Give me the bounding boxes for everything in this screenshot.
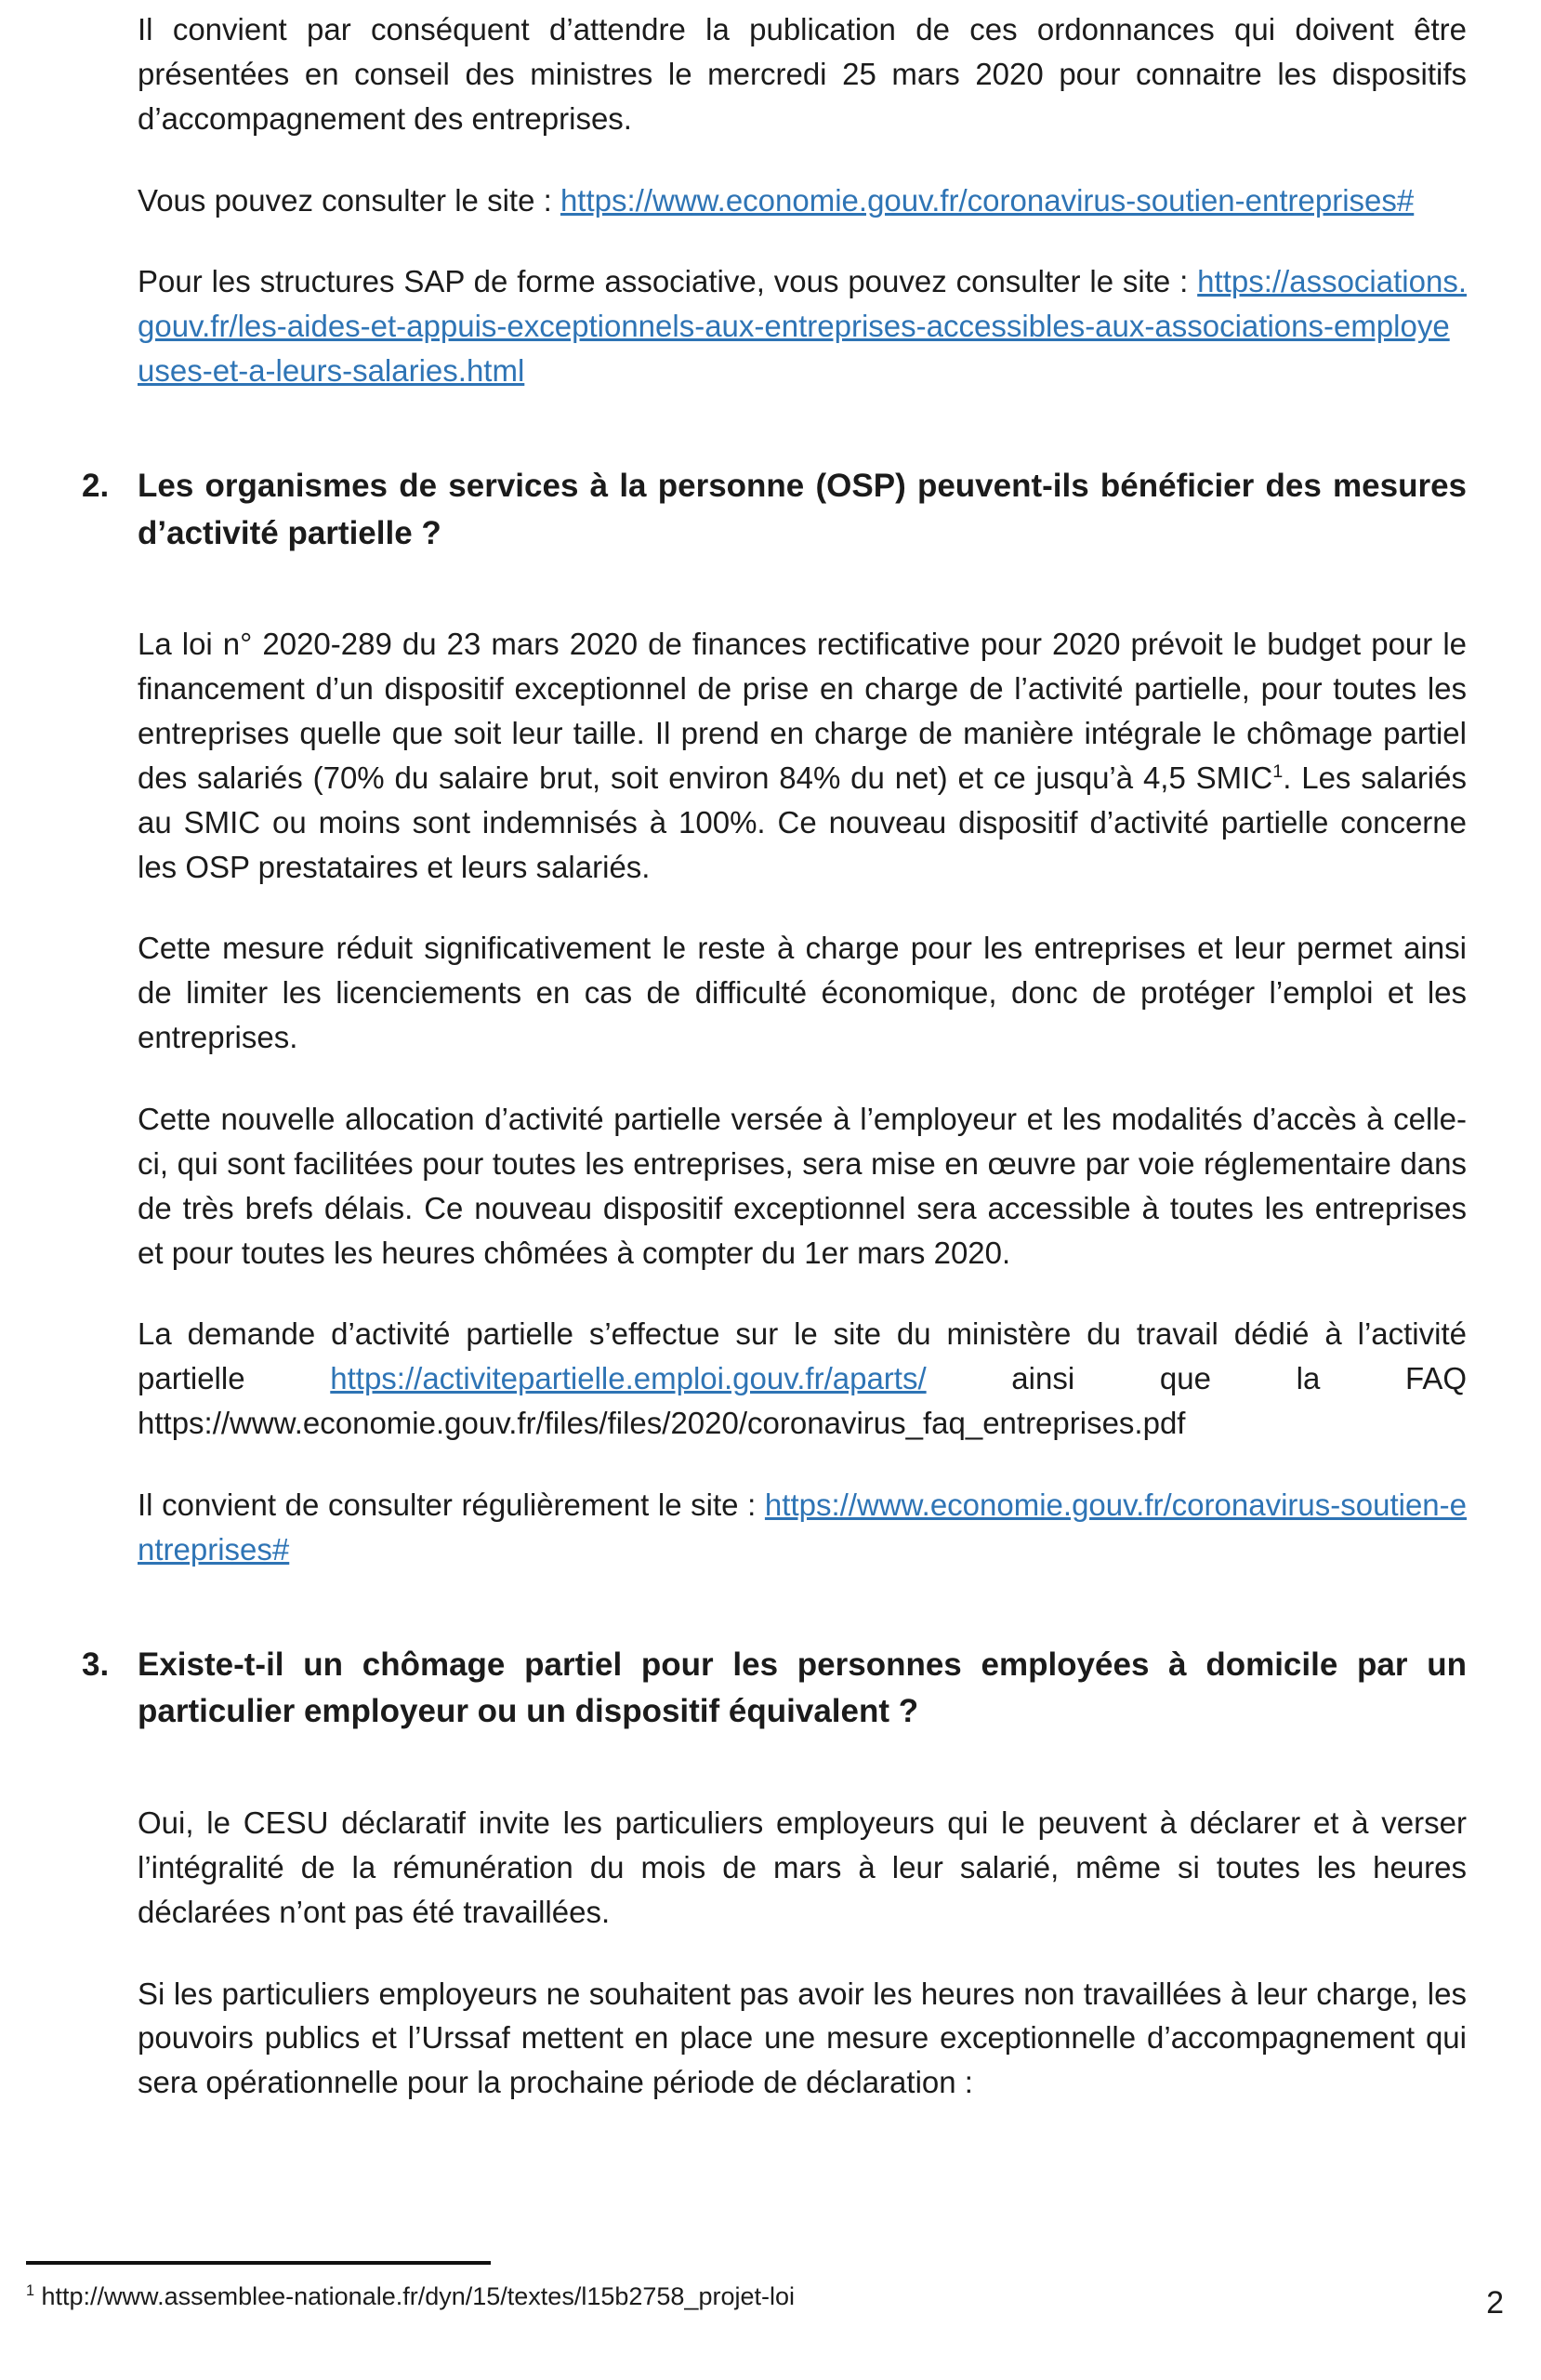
paragraph — [138, 1483, 1467, 1572]
text-run: Pour les structures SAP de forme associative, vous pouvez consulter le site : — [138, 264, 1198, 299]
text-run: La loi n° 2020-289 du 23 mars 2020 de finances rectificative pour 2020 prévoit le budget pour le financement d’un dispositif exceptionnel de prise en charge de l’activité partielle, pour toutes les entreprises quelle que soit leur taille. Il prend en charge de manière intégrale le chômage partiel des salariés (70% du salaire brut, soit environ 84% du net) et ce jusqu’à 4,5 SMIC — [138, 627, 1467, 795]
text-run: Si les particuliers employeurs ne souhaitent pas avoir les heures non travaillées à leur charge, les pouvoirs publics et l’Urssaf mettent en place une mesure exceptionnelle d’accompagnement qui sera opérationnelle pour la prochaine période de déclaration : — [138, 1976, 1467, 2100]
hyperlink[interactable]: https://activitepartielle.emploi.gouv.fr/aparts/ — [330, 1361, 927, 1396]
heading-text: Les organismes de services à la personne (OSP) peuvent-ils bénéficier des mesures d’activité partielle ? — [138, 467, 1467, 551]
hyperlink[interactable]: https://www.economie.gouv.fr/coronavirus-soutien-entreprises# — [560, 182, 1415, 218]
text-run: Il convient de consulter régulièrement le site : — [138, 1487, 765, 1522]
heading-number: 3. — [82, 1646, 110, 1683]
footnote-separator-rule — [26, 2261, 491, 2265]
section-heading — [82, 463, 1467, 558]
text-run: ainsi que la FAQ https://www.economie.gouv.fr/files/files/2020/coronavirus_faq_entreprises.pdf — [138, 1361, 1468, 1441]
heading-text: Existe-t-il un chômage partiel pour les personnes employées à domicile par un particulier employeur ou un dispositif équivalent ? — [138, 1646, 1467, 1730]
text-run: Cette mesure réduit significativement le reste à charge pour les entreprises et leur permet ainsi de limiter les licenciements en cas de difficulté économique, donc de protéger l’emploi et les entreprises. — [138, 931, 1467, 1055]
footnote-reference: 1 — [1272, 760, 1284, 782]
paragraph — [138, 926, 1467, 1060]
footnote-text: http://www.assemblee-nationale.fr/dyn/15/textes/l15b2758_projet-loi — [34, 2282, 795, 2310]
paragraph — [138, 1972, 1467, 2106]
section-heading — [82, 1642, 1467, 1737]
paragraph — [138, 7, 1467, 141]
paragraph — [138, 1801, 1467, 1935]
text-run: Cette nouvelle allocation d’activité partielle versée à l’employeur et les modalités d’accès à celle-ci, qui sont facilitées pour toutes les entreprises, sera mise en œuvre par voie réglementaire dans de très brefs délais. Ce nouveau dispositif exceptionnel sera accessible à toutes les entreprises et pour toutes les heures chômées à compter du 1er mars 2020. — [138, 1102, 1467, 1270]
paragraph — [138, 178, 1467, 223]
paragraph — [138, 1312, 1467, 1446]
hyperlink[interactable]: https://associations.gouv.fr/les-aides-et-appuis-exceptionnels-aux-entreprises-accessibles-aux-associations-employeuses-et-a-leurs-salaries.html — [138, 264, 1467, 389]
text-run: La demande d’activité partielle s’effectue sur le site du ministère du travail dédié à l’activité partielle — [138, 1316, 1467, 1396]
paragraph — [138, 622, 1467, 889]
page-number: 2 — [1486, 2285, 1504, 2320]
text-run: Oui, le CESU déclaratif invite les particuliers employeurs qui le peuvent à déclarer et à verser l’intégralité de la rémunération du mois de mars à leur salarié, même si toutes les heures déclarées n’ont pas été travaillées. — [138, 1805, 1467, 1929]
paragraph — [138, 1097, 1467, 1275]
footnote-marker: 1 — [26, 2282, 35, 2299]
footnote — [26, 2280, 1048, 2313]
hyperlink[interactable]: https://www.economie.gouv.fr/coronavirus-soutien-entreprises# — [138, 1487, 1467, 1567]
document-body — [0, 7, 1541, 2142]
heading-number: 2. — [82, 467, 110, 504]
text-run: Il convient par conséquent d’attendre la publication de ces ordonnances qui doivent être présentées en conseil des ministres le mercredi 25 mars 2020 pour connaitre les dispositifs d’accompagnement des entreprises. — [138, 12, 1467, 136]
paragraph — [138, 259, 1467, 393]
footnote-area — [26, 2261, 1048, 2313]
text-run: Vous pouvez consulter le site : — [138, 182, 560, 218]
text-run: . Les salariés au SMIC ou moins sont indemnisés à 100%. Ce nouveau dispositif d’activité partielle concerne les OSP prestataires et leurs salariés. — [138, 760, 1467, 884]
